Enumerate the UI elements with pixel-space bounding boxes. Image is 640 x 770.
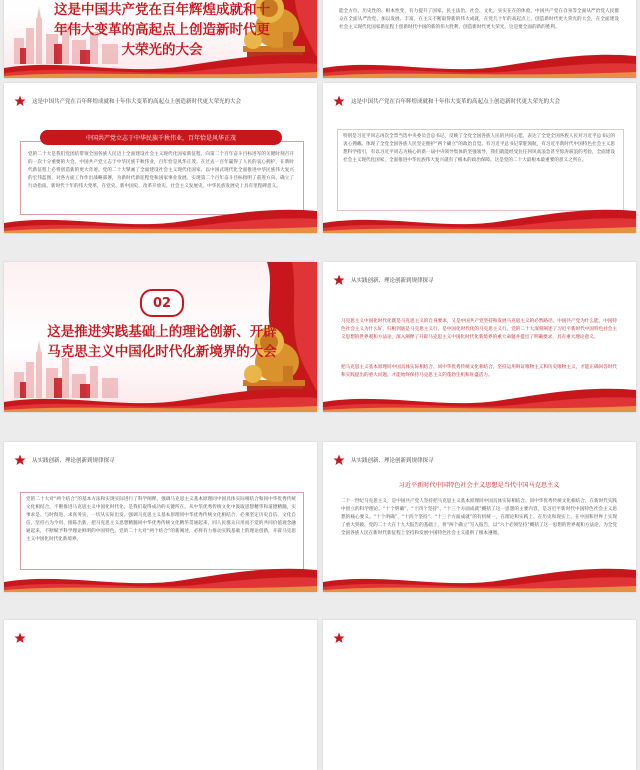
slide-r4-left[interactable] — [4, 442, 317, 592]
slide-r5-right[interactable] — [323, 620, 636, 770]
body-text: 党的二十大对“两个结合”的基本方法和实现实际进行了科学阐释，强调马克思主义基本原理同中国具体实际相结合和同中华优秀传统文化相结合，不断推进马克思主义中国化时代化，是我们取得成功的关键所在。从中华优秀传统文化中汲取思想精华和道德精髓，实事求是、与时俱进、求真务实，一切从实际出发。强调马克思主义基本原理同中华优秀传统文化相结合，必须坚定历史自信、文化自信，坚持古为今用、推陈出新，把马克思主义思想精髓同中华优秀传统文化精华贯通起来，同人民群众日用而不觉的共同价值观念融通起来，不断赋予科学理论鲜明的中国特色。党的二十大对“两个结合”的新阐述，必将有力推动实践基础上的理论创新，开辟马克思主义中国化时代化新境界。 — [26, 497, 296, 542]
slide-r4-right[interactable] — [323, 442, 636, 592]
body-text-1: 马克思主义中国化时代化既是马克思主义的自身要求，又是中国共产党坚持和发展马克思主义的必然路径。中国共产党为什么能，中国特色社会主义为什么好，归根到底是马克思主义行、是中国化时代化的马克思主义行。党的二十大深刻阐述了习近平新时代中国特色社会主义思想的世界观和方法论，深入阐释了开辟马克思主义中国化时代化新境界的重大命题并提出了明确要求，具有重大理论意义。 — [341, 319, 617, 340]
wave-decoration — [4, 382, 317, 412]
wave-decoration — [4, 48, 317, 78]
slide-header — [14, 453, 309, 467]
wave-decoration — [323, 562, 636, 592]
slide-header — [333, 631, 628, 645]
body-text: 特别是习近平同志再次全票当选中央委员会总书记，反映了全党全国各族人民的共同心愿，表达了全党全国各族人民对习近平总书记的衷心拥戴。体现了全党全国各族人民坚定拥护“两个确立”的政治自觉。有习近平总书记掌舵领航，有习近平新时代中国特色社会主义思想科学指引，有以习近平同志为核心的新一届中央领导集体的坚强领导，我们就能经受住任何风高浪急甚至惊涛骇浪的考验，全面建设社会主义现代化国家，全面推进中华民族伟大复兴就有了根本的政治保障。这是党的二十大最根本最重要的意义之所在。 — [343, 134, 615, 163]
slide-cover-2[interactable] — [4, 262, 317, 412]
header-text: 从实践创新、理论创新到规律探寻 — [32, 458, 115, 464]
header-text: 这是中国共产党在百年辉煌成就和十年伟大变革的高起点上创造新时代更大荣光的大会 — [32, 99, 242, 105]
body-text: 党的二十大是我们党团结带领全国各族人民迈上全面建设社会主义现代化国家新征程、向第二个百年奋斗目标进军的关键时刻召开的一次十分重要的大会。中国共产党立志于中华民族千秋伟业，百年恰是风华正茂。在过去一百年赢得了人民的衷心拥护，在新时代新征程上必将创造新的更大奇迹。党的二十大擘画了全面建设社会主义现代化国家、以中国式现代化全面推进中华民族伟大复兴的宏伟蓝图，对各方面工作作出战略部署，为新时代新征程党和国家事业发展、实现第二个百年奋斗目标指明了前进方向、确立了行动指南。新时代十年的伟大变革，在党史、新中国史、改革开放史、社会主义发展史、中华民族发展史上具有里程碑意义。 — [28, 152, 294, 189]
header-text: 从实践创新、理论创新到规律探寻 — [351, 458, 434, 464]
star-icon — [14, 632, 26, 644]
slide-r1-right[interactable] — [323, 0, 636, 78]
slide-header — [333, 273, 628, 287]
slide-r3-right[interactable] — [323, 262, 636, 412]
star-icon — [333, 632, 345, 644]
star-icon — [333, 454, 345, 466]
slide-r5-left[interactable] — [4, 620, 317, 770]
slide-header — [333, 94, 628, 108]
slide-r2-right[interactable] — [323, 83, 636, 233]
header-text: 这是中国共产党在百年辉煌成就和十年伟大变革的高起点上创造新时代更大荣光的大会 — [351, 99, 561, 105]
wave-decoration — [323, 382, 636, 412]
star-icon — [333, 95, 345, 107]
wave-decoration — [4, 562, 317, 592]
section-number-badge: 02 — [140, 289, 184, 317]
slide-r2-left[interactable] — [4, 83, 317, 233]
star-icon — [333, 274, 345, 286]
wave-decoration — [323, 203, 636, 233]
body-text: 能全方位、历史性的、根本性变，有力提升了国家、民主法治、社会、文化，实实在在的体验，中国共产党在自身等全面从严治党人民群众在全面从严治党、加以发展、丰富，在主义不断取得新的伟大成就，在党几十年的高起点上，创造新时代更大荣光的大会，在全面建设社会主义现代化国家新征程上创新时代中国的新的伟大胜利，创造新时代更大荣光，这是要全面的新的胜利。 — [339, 9, 619, 30]
star-icon — [14, 454, 26, 466]
slide-header — [14, 631, 309, 645]
slide-header — [333, 453, 628, 467]
slide-header — [14, 94, 309, 108]
section-pill: 中国共产党立志于中华民族千秋伟业，百年恰是风华正茂 — [40, 130, 282, 145]
body-text-2: 把马克思主义基本原理同中国具体实际相结合、同中华优秀传统文化相结合，坚持运用辩证唯物主义和历史唯物主义，才能正确回答时代和实践提出的重大问题，才能始终保持马克思主义的蓬勃生机和旺盛活力。 — [341, 365, 617, 378]
cover-title: 这是中国共产党在百年辉煌成就和十年伟大变革的高起点上创造新时代更大荣光的大会 — [54, 2, 270, 58]
cover-title: 这是推进实践基础上的理论创新、开辟马克思主义中国化时代化新境界的大会 — [47, 324, 277, 360]
star-icon — [14, 95, 26, 107]
header-text: 从实践创新、理论创新到规律探寻 — [351, 278, 434, 284]
body-text: 二十一世纪马克思主义，是中国共产党人坚持把马克思主义基本原理同中国具体实际相结合、同中华优秀传统文化相结合，在新时代实践中创立的科学理论。“十个明确”、“十四个坚持”、“十三个方面成就”概括了这一思想的主要内容，是习近平新时代中国特色社会主义思想的核心要义。“十个明确”、“十四个坚持”、“十三个方面成就”的有机统一，在理论和实践上、在历史和现实上、在中国和世界上实现了重大突破。党的二十大在十九大报告的基础上，将“两个确立”写入报告，以“六个必须坚持”概括了这一思想的世界观和方法论，为全党全国各族人民在新时代新征程上坚持和发展中国特色社会主义提供了根本遵循。 — [341, 499, 617, 536]
wave-decoration — [4, 203, 317, 233]
section-subtitle: 习近平新时代中国特色社会主义思想是当代中国马克思主义 — [341, 480, 617, 489]
slide-cover-1[interactable] — [4, 0, 317, 78]
wave-decoration — [323, 48, 636, 78]
